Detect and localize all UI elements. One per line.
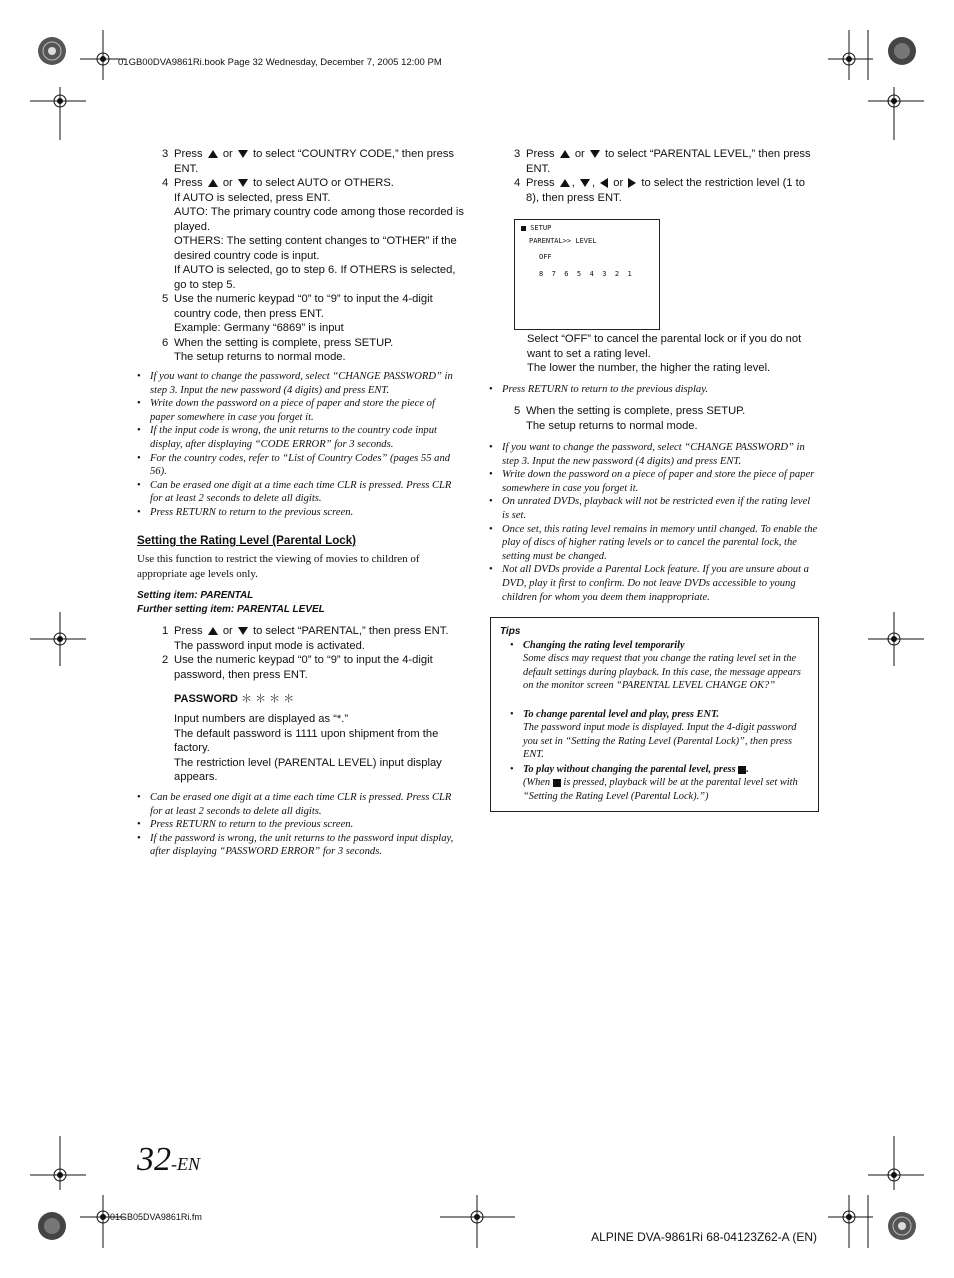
stop-square-icon: [738, 766, 746, 774]
file-header: 01GB00DVA9861Ri.book Page 32 Wednesday, December 7, 2005 12:00 PM: [118, 57, 442, 68]
left-arrow-icon: [600, 178, 608, 188]
down-arrow-icon: [590, 150, 600, 158]
tips-title: Tips: [500, 626, 521, 637]
section-title: Setting the Rating Level (Parental Lock): [137, 534, 357, 547]
screen-breadcrumb: PARENTAL>> LEVEL: [529, 237, 597, 245]
step-4-right: 4 Press , , or to select the restriction level (1 to 8), then press ENT.: [514, 177, 805, 204]
setup-screen: [514, 219, 660, 330]
screen-value: OFF: [539, 253, 552, 261]
password-display: PASSWORD ＊ ＊ ＊ ＊: [174, 693, 295, 705]
up-arrow-icon: [560, 150, 570, 158]
password-after: Input numbers are displayed as “*.” The default password is 1111 upon shipment from the factory. The restriction level (PARENTAL LEVEL) input display appears.: [174, 713, 442, 783]
screen-levels: 8 7 6 5 4 3 2 1: [539, 270, 632, 278]
further-setting-item: Further setting item: PARENTAL LEVEL: [137, 604, 325, 615]
left-notes-b: • Can be erased one digit at a time each time CLR is pressed. Press CLR for at least 2 seconds to delete all digits. • Press RETURN to return to the previous screen. • If the password is wrong, the unit returns to the password input display, after displaying “PASSWORD ERROR” for 3 seconds.: [137, 791, 462, 859]
page-number: 32-EN: [137, 1141, 200, 1178]
footer-model: ALPINE DVA-9861Ri 68-04123Z62-A (EN): [591, 1230, 817, 1244]
setup-square-icon: [521, 226, 526, 231]
right-note-return: • Press RETURN to return to the previous display.: [489, 383, 819, 397]
right-notes: • If you want to change the password, select “CHANGE PASSWORD” in step 3. Input the new password (4 digits) and press ENT. • Write down the password on a piece of paper and store the piece of paper somewhere in case you forget it. • On unrated DVDs, playback will not be restricted even if the rating level is set. • Once set, this rating level remains in memory until changed. To enable the play of discs of higher rating levels or to cancel the parental lock, the setting must be changed. • Not all DVDs provide a Parental Lock feature. If you are unsure about a DVD, play it first to confirm. Do not leave DVDs accessible to young children for whom you deem them inappropriate.: [489, 441, 819, 604]
right-step-5: 5 When the setting is complete, press SETUP. The setup returns to normal mode.: [514, 405, 746, 432]
down-arrow-icon: [238, 150, 248, 158]
up-arrow-icon: [208, 627, 218, 635]
tips-box: [490, 617, 819, 812]
right-steps-a: [514, 147, 819, 205]
left-steps-a: [162, 147, 464, 365]
tip-1: • Changing the rating level temporarily Some discs may request that you change the rating level set in the default settings during playback. In this case, the message appears on the monitor screen “PARENTAL LEVEL CHANGE OK?”: [523, 639, 808, 693]
footer-file: 01GB05DVA9861Ri.fm: [110, 1212, 202, 1222]
step-2: 2 Use the numeric keypad “0” to “9” to input the 4-digit password, then press ENT.: [162, 654, 433, 681]
step-3-right: 3 Press or to select “PARENTAL LEVEL,” then press ENT.: [514, 148, 811, 175]
screen-title: SETUP: [530, 224, 552, 232]
up-arrow-icon: [560, 179, 570, 187]
down-arrow-icon: [238, 627, 248, 635]
tip-2: • To change parental level and play, press ENT. The password input mode is displayed. Input the 4-digit password you set in “Setting the Rating Level (Parental Lock)”, then press ENT.: [523, 708, 808, 762]
step-4: 4 Press or to select AUTO or OTHERS. If AUTO is selected, press ENT. AUTO: The primary country code among those recorded is played. OTHERS: The setting content changes to “OTHER” if the desired country code is input. If AUTO is selected, go to step 6. If OTHERS is selected, go to step 5.: [162, 177, 464, 291]
right-arrow-icon: [628, 178, 636, 188]
down-arrow-icon: [238, 179, 248, 187]
left-steps-b: [162, 624, 462, 682]
screen-after: Select “OFF” to cancel the parental lock or if you do not want to set a rating level. The lower the number, the higher the rating level.: [527, 333, 802, 374]
up-arrow-icon: [208, 150, 218, 158]
stop-square-icon: [553, 779, 561, 787]
left-notes-a: • If you want to change the password, select “CHANGE PASSWORD” in step 3. Input the new password (4 digits) and press ENT. • Write down the password on a piece of paper and store the piece of paper somewhere in case you forget it. • If the input code is wrong, the unit returns to the country code input display, after displaying “CODE ERROR” for 3 seconds. • For the country codes, refer to “List of Country Codes” (pages 55 and 56). • Can be erased one digit at a time each time CLR is pressed. Press CLR for at least 2 seconds to delete all digits. • Press RETURN to return to the previous screen.: [137, 370, 462, 520]
step-5: 5 Use the numeric keypad “0” to “9” to input the 4-digit country code, then press ENT. Example: Germany “6869” is input: [162, 293, 433, 334]
down-arrow-icon: [580, 179, 590, 187]
step-6: 6 When the setting is complete, press SETUP. The setup returns to normal mode.: [162, 336, 394, 363]
section-intro: Use this function to restrict the viewing of movies to children of appropriate age levels only.: [137, 553, 420, 580]
tip-3: • To play without changing the parental level, press . (When is pressed, playback will be at the parental level set with “Setting the Rating Level (Parental Lock).”): [523, 763, 808, 803]
step-1: 1 Press or to select “PARENTAL,” then press ENT. The password input mode is activated.: [162, 625, 449, 652]
setting-item: Setting item: PARENTAL: [137, 590, 254, 601]
step-3: 3 Press or to select “COUNTRY CODE,” then press ENT.: [162, 148, 455, 175]
up-arrow-icon: [208, 179, 218, 187]
